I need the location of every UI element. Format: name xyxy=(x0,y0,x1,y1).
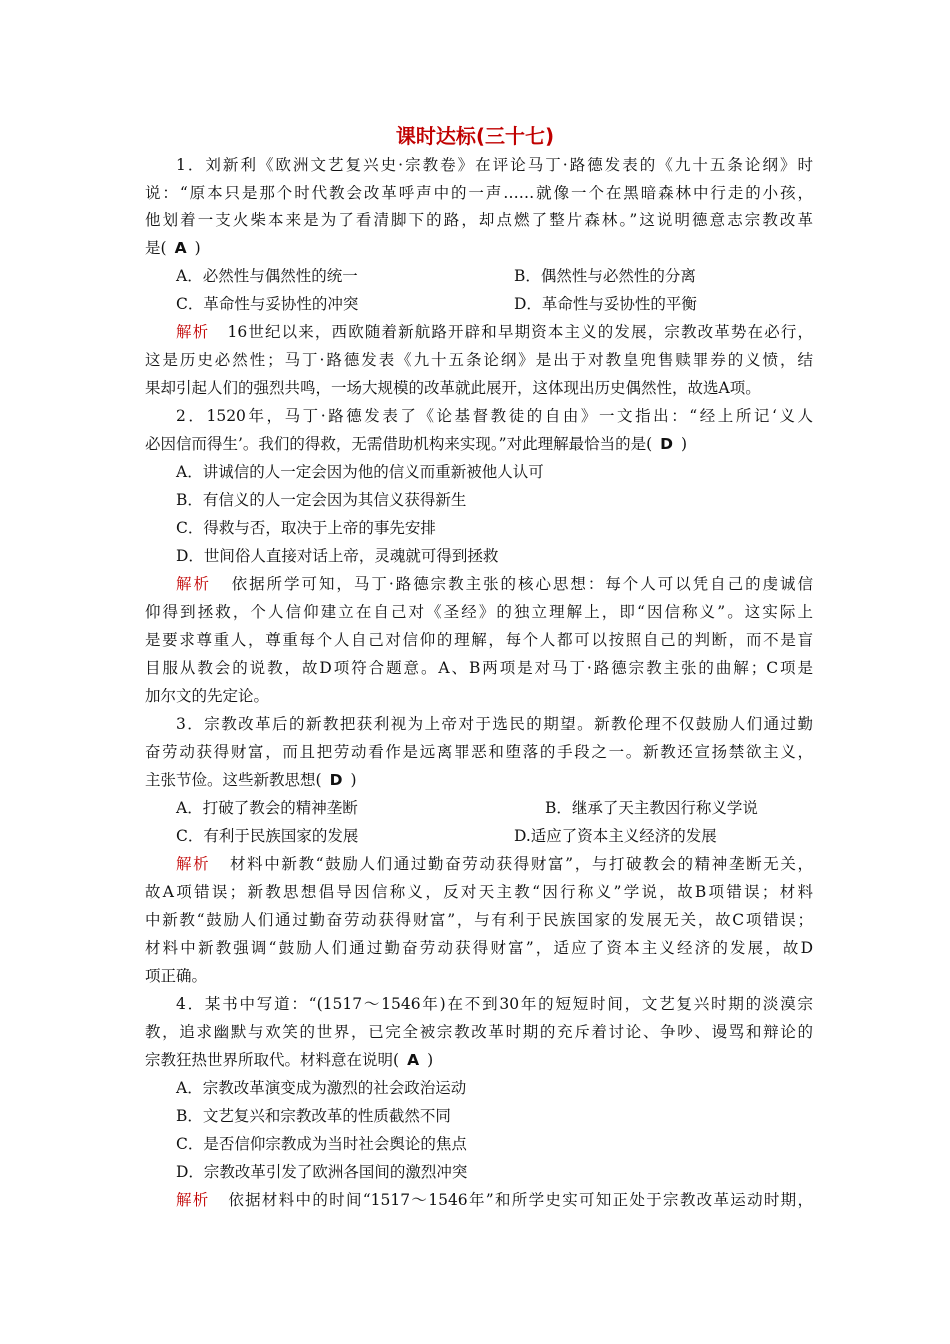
q3-option-a: A．打破了教会的精神垄断 xyxy=(176,799,358,817)
q3-answer: D xyxy=(329,771,343,789)
analysis-label: 解析 xyxy=(176,1191,210,1209)
q1-stem-line: 1．刘新利《欧洲文艺复兴史·宗教卷》在评论马丁·路德发表的《九十五条论纲》时 xyxy=(176,156,813,174)
q2-close-paren: ) xyxy=(681,435,688,453)
q3-analysis-text: 材料中新教“鼓励人们通过勤奋劳动获得财富”，与打破教会的精神垄断无关， xyxy=(229,855,813,873)
q4-stem-end xyxy=(145,1048,433,1072)
q1-stem-text: 是( xyxy=(145,239,167,257)
q1-close-paren: ) xyxy=(194,239,201,257)
q4-analysis-line xyxy=(176,1188,813,1212)
q4-stem-line: 教，追求幽默与欢笑的世界，已完全被宗教改革时期的充斥着讨论、争吵、谩骂和辩论的 xyxy=(145,1023,813,1041)
q2-option-b: B．有信义的人一定会因为其信义获得新生 xyxy=(176,491,467,509)
q2-option-c: C．得救与否，取决于上帝的事先安排 xyxy=(176,519,436,537)
q3-stem-line: 3．宗教改革后的新教把获利视为上帝对于选民的期望。新教伦理不仅鼓励人们通过勤 xyxy=(176,715,813,733)
q2-answer: D xyxy=(660,435,674,453)
q1-answer: A xyxy=(174,239,187,257)
q4-close-paren: ) xyxy=(427,1051,434,1069)
q4-option-c: C．是否信仰宗教成为当时社会舆论的焦点 xyxy=(176,1135,467,1153)
q2-analysis-line: 加尔文的先定论。 xyxy=(145,687,270,705)
q3-option-b: B．继承了天主教因行称义学说 xyxy=(545,799,758,817)
q3-analysis-line: 中新教“鼓励人们通过勤奋劳动获得财富”，与有利于民族国家的发展无关，故C项错误； xyxy=(145,911,813,929)
analysis-label: 解析 xyxy=(176,855,211,873)
analysis-label: 解析 xyxy=(176,575,211,593)
q4-analysis-text: 依据材料中的时间“1517～1546年”和所学史实可知正处于宗教改革运动时期， xyxy=(228,1191,813,1209)
q3-option-d: D.适应了资本主义经济的发展 xyxy=(514,827,717,845)
q4-stem-text: 宗教狂热世界所取代。材料意在说明( xyxy=(145,1051,400,1069)
analysis-label: 解析 xyxy=(176,323,210,341)
q2-analysis-line: 仰得到拯救，个人信仰建立在自己对《圣经》的独立理解上，即“因信称义”。这实际上 xyxy=(145,603,813,621)
q1-analysis-text: 16世纪以来，西欧随着新航路开辟和早期资本主义的发展，宗教改革势在必行， xyxy=(227,323,813,341)
q1-stem-line: 他划着一支火柴本来是为了看清脚下的路，却点燃了整片森林。”这说明德意志宗教改革 xyxy=(145,211,813,229)
q3-analysis-line xyxy=(176,852,813,876)
q3-stem-text: 主张节俭。这些新教思想( xyxy=(145,771,322,789)
q1-option-d: D．革命性与妥协性的平衡 xyxy=(514,295,697,313)
q3-stem-end xyxy=(145,768,357,792)
q1-option-c: C．革命性与妥协性的冲突 xyxy=(176,295,359,313)
q1-analysis-line: 这是历史必然性；马丁·路德发表《九十五条论纲》是出于对教皇兜售赎罪券的义愤，结 xyxy=(145,351,813,369)
q3-analysis-line: 项正确。 xyxy=(145,967,208,985)
q1-stem-end xyxy=(145,236,201,260)
q2-analysis-line: 是要求尊重人，尊重每个人自己对信仰的理解，每个人都可以按照自己的判断，而不是盲 xyxy=(145,631,813,649)
q2-analysis-text: 依据所学可知，马丁·路德宗教主张的核心思想：每个人可以凭自己的虔诚信 xyxy=(231,575,813,593)
q3-analysis-line: 故A项错误；新教思想倡导因信称义，反对天主教“因行称义”学说，故B项错误；材料 xyxy=(145,883,813,901)
q3-analysis-line: 材料中新教强调“鼓励人们通过勤奋劳动获得财富”，适应了资本主义经济的发展，故D xyxy=(145,939,813,957)
q3-close-paren: ) xyxy=(350,771,357,789)
q2-analysis-line: 目服从教会的说教，故D项符合题意。A、B两项是对马丁·路德宗教主张的曲解；C项是 xyxy=(145,659,813,677)
page-title: 课时达标(三十七) xyxy=(395,124,555,148)
q3-option-c: C．有利于民族国家的发展 xyxy=(176,827,359,845)
q3-stem-line: 奋劳动获得财富，而且把劳动看作是远离罪恶和堕落的手段之一。新教还宣扬禁欲主义， xyxy=(145,743,813,761)
q4-stem-line: 4．某书中写道：“(1517～1546年)在不到30年的短短时间，文艺复兴时期的淡漠宗 xyxy=(176,995,813,1013)
q2-option-d: D．世间俗人直接对话上帝，灵魂就可得到拯救 xyxy=(176,547,499,565)
q4-option-d: D．宗教改革引发了欧洲各国间的激烈冲突 xyxy=(176,1163,468,1181)
q4-option-b: B．文艺复兴和宗教改革的性质截然不同 xyxy=(176,1107,451,1125)
q4-option-a: A．宗教改革演变成为激烈的社会政治运动 xyxy=(176,1079,467,1097)
q2-stem-text: 必因信而得生’。我们的得救，无需借助机构来实现。”对此理解最恰当的是( xyxy=(145,435,653,453)
q2-analysis-line xyxy=(176,572,813,596)
q2-stem-end xyxy=(145,432,687,456)
q1-stem-line: 说：“原本只是那个时代教会改革呼声中的一声……就像一个在黑暗森林中行走的小孩， xyxy=(145,184,813,202)
q2-option-a: A．讲诚信的人一定会因为他的信义而重新被他人认可 xyxy=(176,463,544,481)
q1-analysis-line xyxy=(176,320,813,344)
q1-option-b: B．偶然性与必然性的分离 xyxy=(514,267,696,285)
q2-stem-line: 2．1520年，马丁·路德发表了《论基督教徒的自由》一文指出：“经上所记‘义人 xyxy=(176,407,813,425)
q4-answer: A xyxy=(407,1051,420,1069)
q1-analysis-line: 果却引起人们的强烈共鸣，一场大规模的改革就此展开，这体现出历史偶然性，故选A项。 xyxy=(145,379,761,397)
q1-option-a: A．必然性与偶然性的统一 xyxy=(176,267,358,285)
